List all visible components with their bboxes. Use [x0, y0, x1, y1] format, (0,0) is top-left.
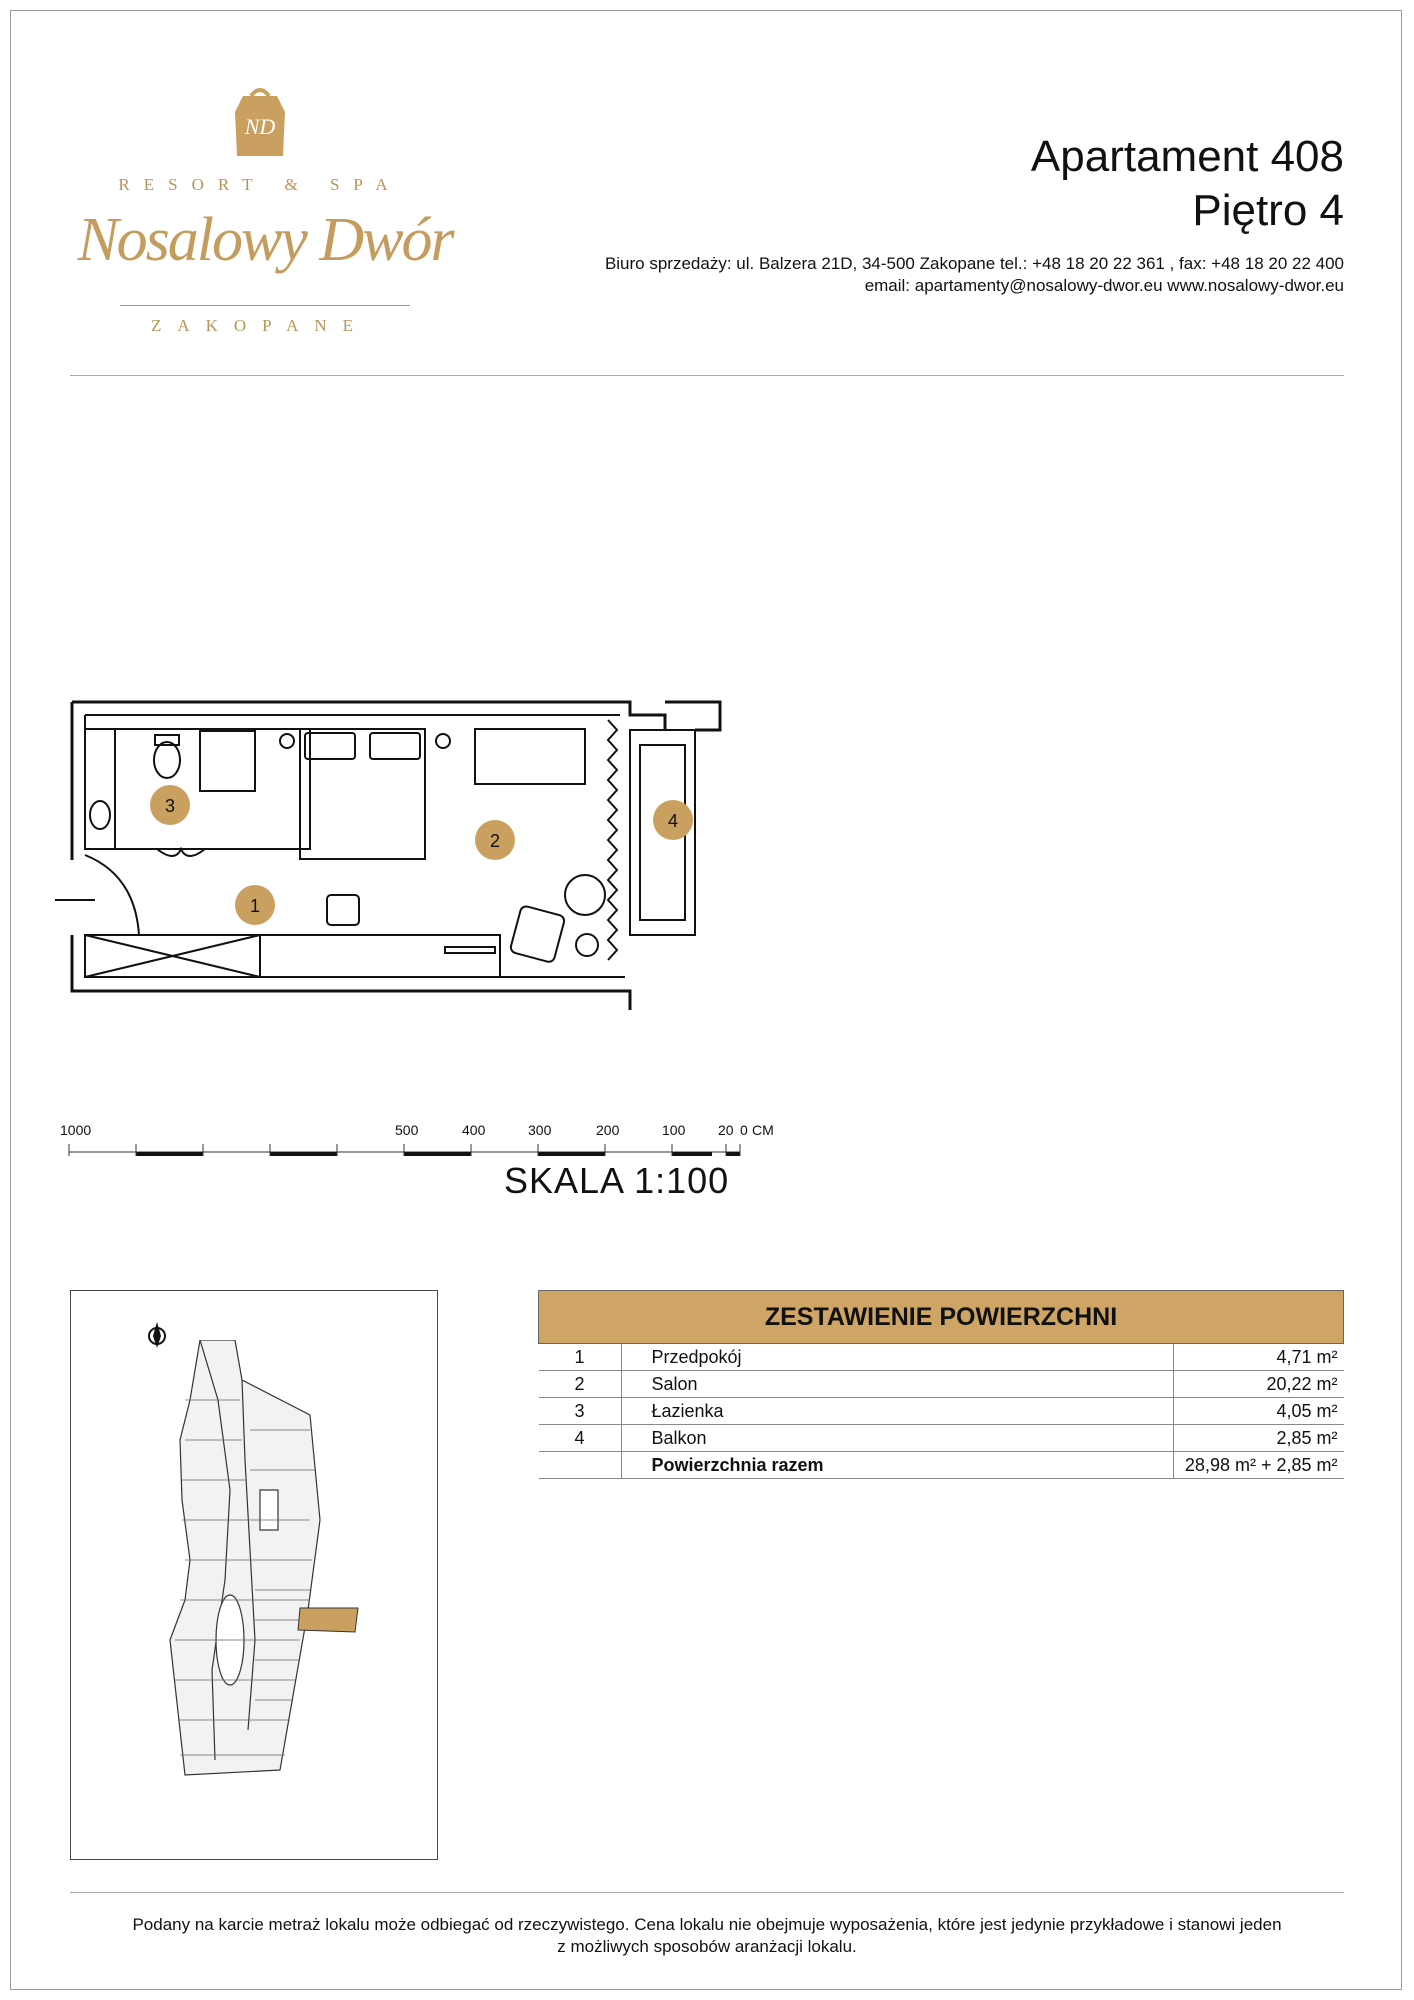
row-number [539, 1452, 622, 1479]
logo-city: ZAKOPANE [150, 316, 370, 335]
room-area: 20,22 m² [1173, 1371, 1344, 1398]
scale-tick-100: 100 [662, 1122, 686, 1138]
scale-tick-1000: 1000 [60, 1122, 92, 1138]
scale-tick-500: 500 [395, 1122, 419, 1138]
scale-unit: CM [752, 1122, 774, 1138]
contact-email-line: email: apartamenty@nosalowy-dwor.eu www.nosalowy-dwor.eu [864, 276, 1344, 295]
total-area-label: Powierzchnia razem [621, 1452, 1173, 1479]
room-marker-label-3: 3 [164, 796, 176, 816]
room-area: 4,71 m² [1173, 1344, 1344, 1371]
room-name: Salon [621, 1371, 1173, 1398]
logo-resort-spa: RESORT & SPA [118, 175, 402, 194]
row-number: 2 [539, 1371, 622, 1398]
scale-bar [68, 1140, 748, 1160]
table-row [539, 1371, 1344, 1398]
scale-label: SKALA 1:100 [504, 1160, 730, 1201]
scale-tick-400: 400 [462, 1122, 486, 1138]
scale-tick-300: 300 [528, 1122, 552, 1138]
scale-tick-20: 20 [718, 1122, 734, 1138]
table-row [539, 1425, 1344, 1452]
floor-label: Piętro 4 [1192, 186, 1344, 235]
header-divider [70, 375, 1344, 376]
sales-office-line: Biuro sprzedaży: ul. Balzera 21D, 34-500 Zakopane tel.: +48 18 20 22 361 , fax: +48 18 20 22 400 [604, 254, 1344, 273]
logo-monogram-icon [225, 84, 295, 164]
row-number: 3 [539, 1398, 622, 1425]
floor-plan [55, 685, 735, 1025]
scale-tick-200: 200 [596, 1122, 620, 1138]
disclaimer [60, 1914, 1354, 1958]
area-table-heading: ZESTAWIENIE POWIERZCHNI [539, 1291, 1344, 1344]
table-row-total [539, 1452, 1344, 1479]
scale-tick-0: 0 [740, 1122, 748, 1138]
footer-divider [70, 1892, 1344, 1893]
room-area: 4,05 m² [1173, 1398, 1344, 1425]
area-summary-table [538, 1290, 1344, 1479]
row-number: 1 [539, 1344, 622, 1371]
room-name: Łazienka [621, 1398, 1173, 1425]
site-plan-drawing [160, 1340, 380, 1780]
room-marker-label-4: 4 [667, 811, 679, 831]
room-marker-label-1: 1 [249, 896, 261, 916]
logo-divider [120, 305, 410, 306]
row-number: 4 [539, 1425, 622, 1452]
svg-text:ND: ND [244, 114, 276, 139]
site-plan-highlight [298, 1608, 358, 1632]
disclaimer-line-2: z możliwych sposobów aranżacji lokalu. [557, 1937, 857, 1956]
disclaimer-line-1: Podany na karcie metraż lokalu może odbiegać od rzeczywistego. Cena lokalu nie obejmuje wyposażenia, które jest jedynie przykładowe i stanowi jeden [132, 1915, 1282, 1934]
table-row [539, 1344, 1344, 1371]
apartment-title: Apartament 408 [1030, 132, 1344, 181]
room-name: Balkon [621, 1425, 1173, 1452]
logo-name: Nosalowy Dwór [77, 206, 453, 274]
table-row [539, 1398, 1344, 1425]
total-area-value: 28,98 m² + 2,85 m² [1173, 1452, 1344, 1479]
room-area: 2,85 m² [1173, 1425, 1344, 1452]
room-marker-label-2: 2 [489, 831, 501, 851]
room-name: Przedpokój [621, 1344, 1173, 1371]
